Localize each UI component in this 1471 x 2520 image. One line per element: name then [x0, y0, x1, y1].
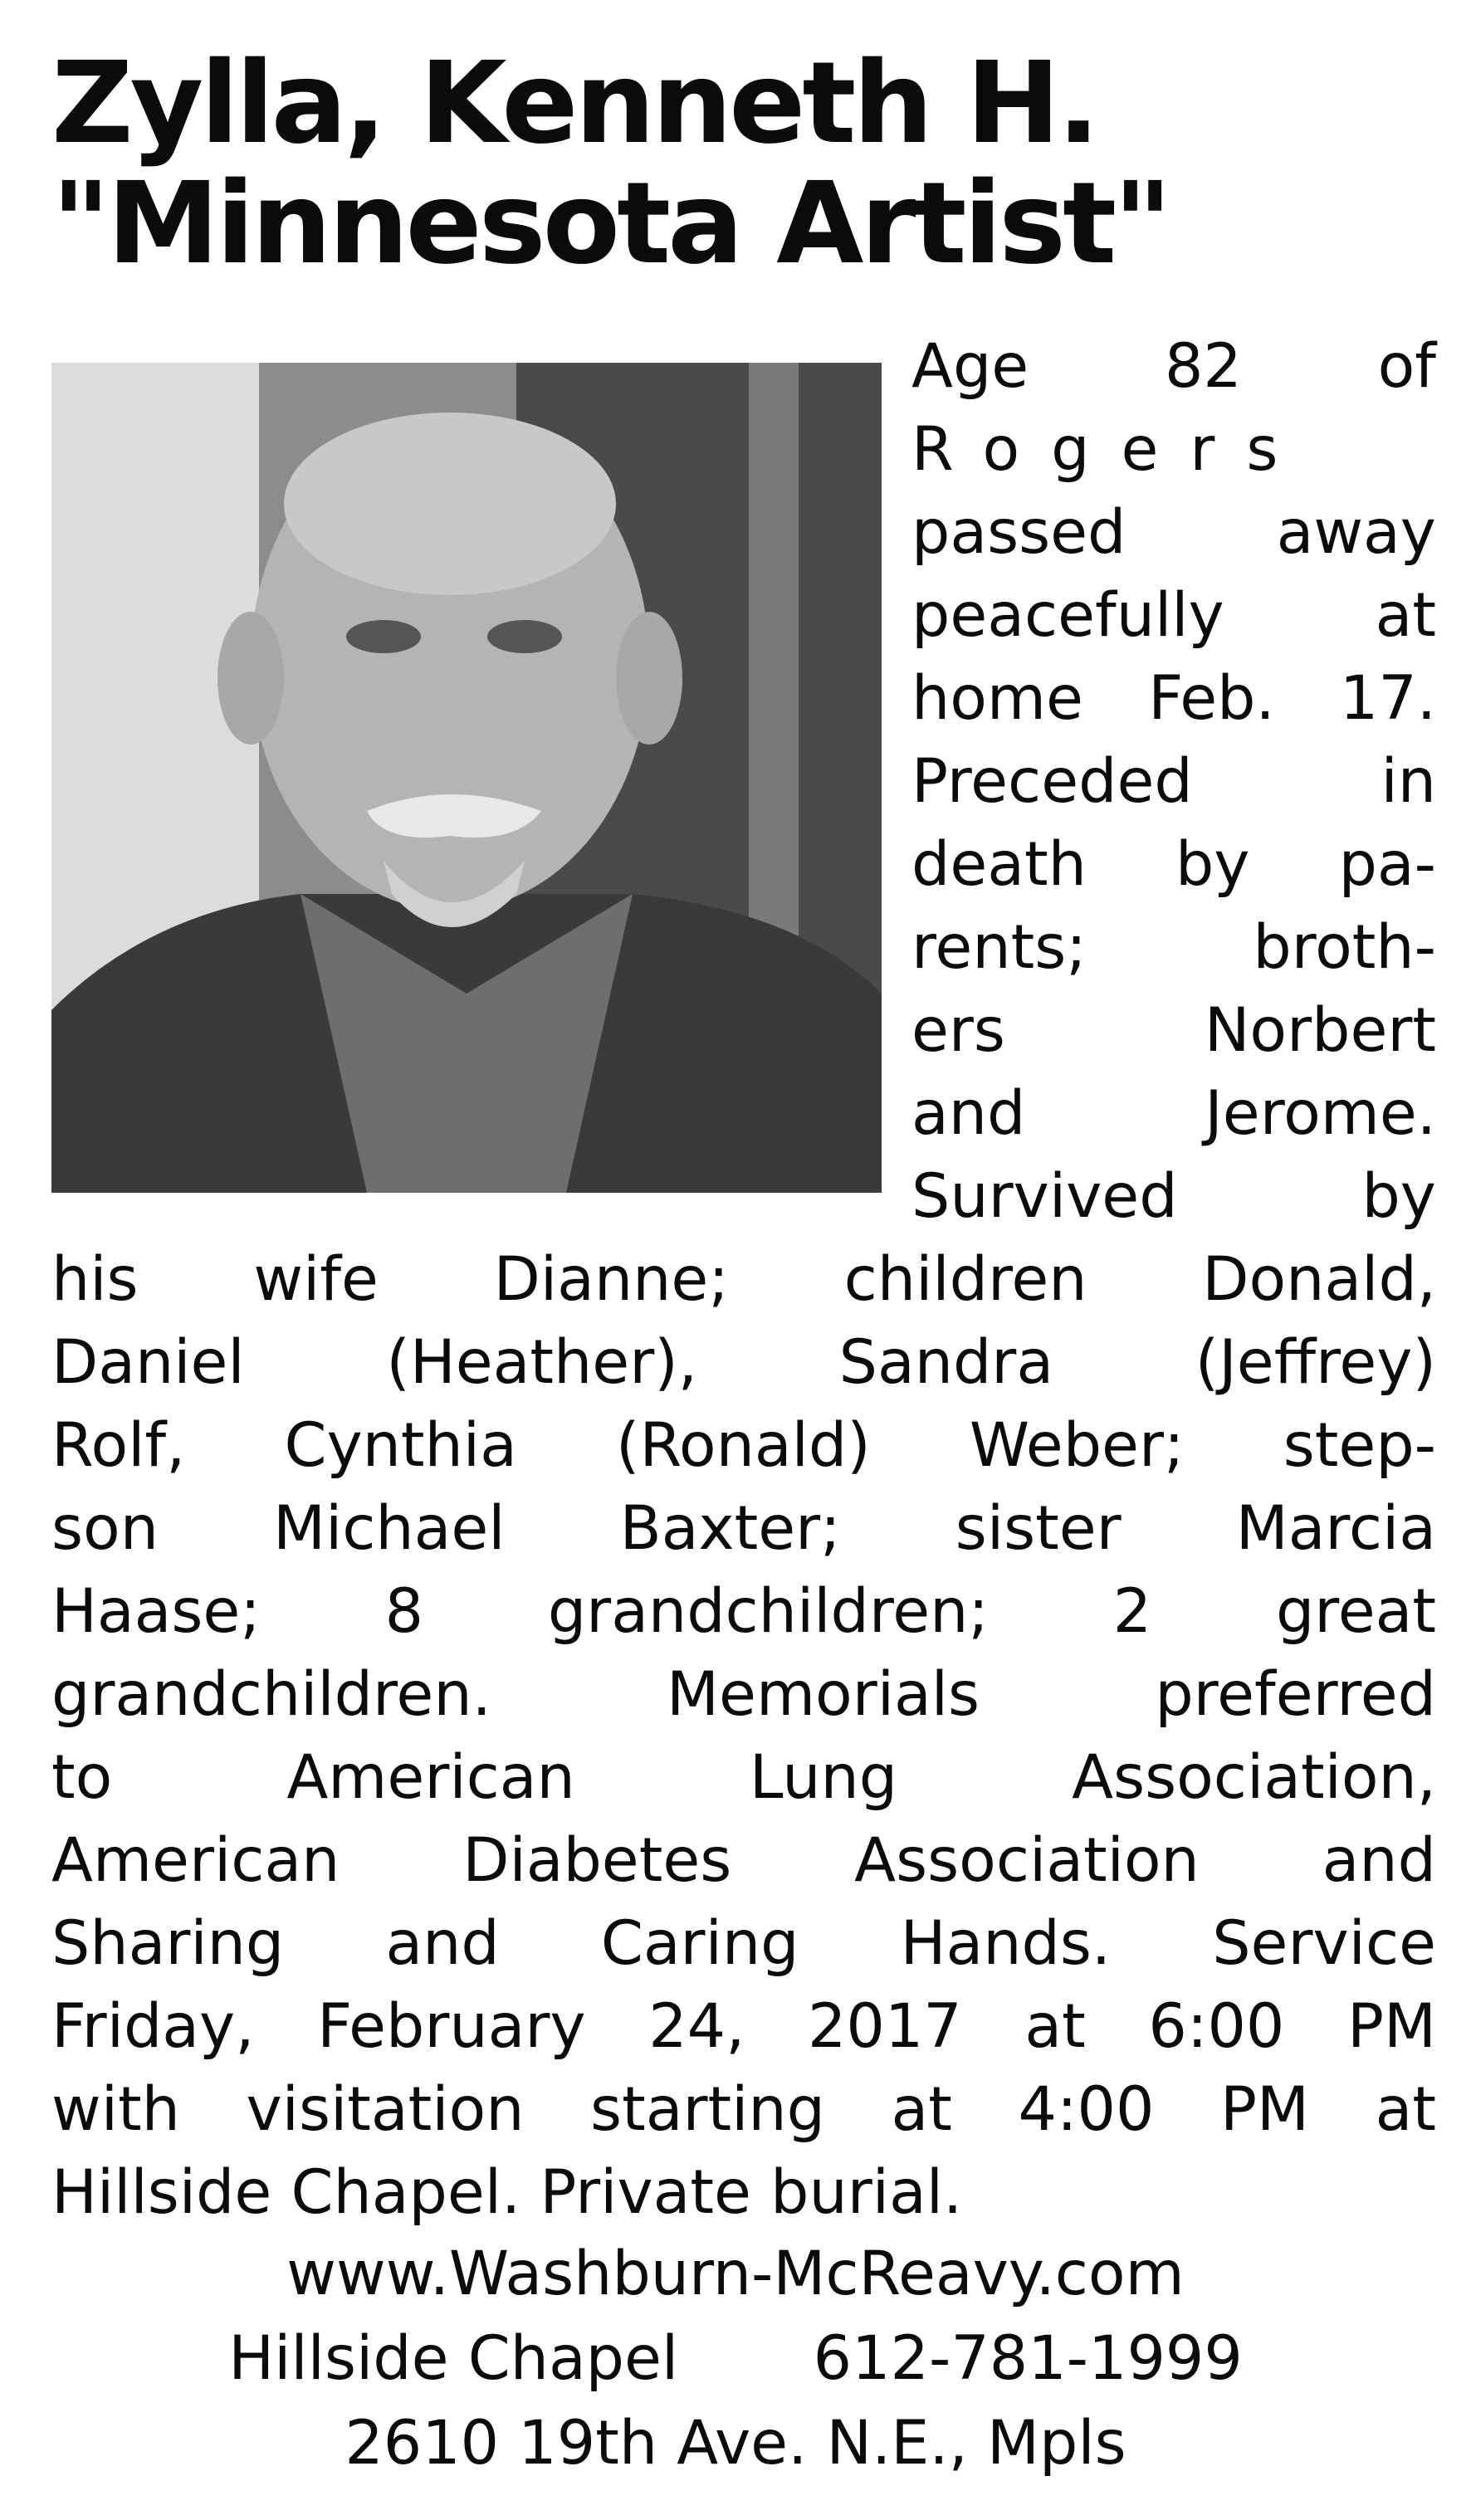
obituary-body-line: Friday, February 24, 2017 at 6:00 PM	[51, 1991, 1436, 2062]
obituary-body-line: Sharing and Caring Hands. Service	[51, 1908, 1436, 1979]
obituary-side-line: and Jerome.	[911, 1078, 1436, 1149]
obituary-body-line: Daniel (Heather), Sandra (Jeffrey)	[51, 1327, 1436, 1398]
obituary-body-line: son Michael Baxter; sister Marcia	[51, 1493, 1436, 1564]
obituary-side-line: Survived by	[911, 1161, 1436, 1232]
funeral-home-chapel-phone: Hillside Chapel 612-781-1999	[228, 2323, 1243, 2394]
obituary-headline-name: Zylla, Kenneth H.	[51, 38, 1097, 169]
obituary-side-line: ers Norbert	[911, 995, 1436, 1066]
obituary-side-line: home Feb. 17.	[911, 663, 1436, 734]
obituary-body-line: Hillside Chapel. Private burial.	[51, 2157, 963, 2228]
obituary-side-line: Rogers	[911, 414, 1310, 485]
obituary-body-line: Rolf, Cynthia (Ronald) Weber; step-	[51, 1410, 1436, 1481]
obituary-body-line: Haase; 8 grandchildren; 2 great	[51, 1576, 1436, 1647]
obituary-side-line: death by pa-	[911, 829, 1436, 900]
obituary-body-line: with visitation starting at 4:00 PM at	[51, 2074, 1436, 2145]
funeral-home-address: 2610 19th Ave. N.E., Mpls	[345, 2408, 1126, 2478]
obituary-side-line: peacefully at	[911, 580, 1436, 651]
obituary-body-line: American Diabetes Association and	[51, 1825, 1436, 1896]
obituary-side-line: Age 82 of	[911, 331, 1436, 402]
obituary-side-line: passed away	[911, 497, 1436, 568]
obituary-headline-nickname: "Minnesota Artist"	[51, 159, 1169, 290]
funeral-home-website: www.Washburn-McReavy.com	[286, 2239, 1185, 2309]
portrait-photo	[51, 363, 882, 1193]
obituary-body-line: to American Lung Association,	[51, 1742, 1436, 1813]
obituary-side-line: Preceded in	[911, 746, 1436, 817]
obituary-side-line: rents; broth-	[911, 912, 1436, 983]
obituary-body-line: grandchildren. Memorials preferred	[51, 1659, 1436, 1730]
obituary-body-line: his wife Dianne; children Donald,	[51, 1244, 1436, 1315]
